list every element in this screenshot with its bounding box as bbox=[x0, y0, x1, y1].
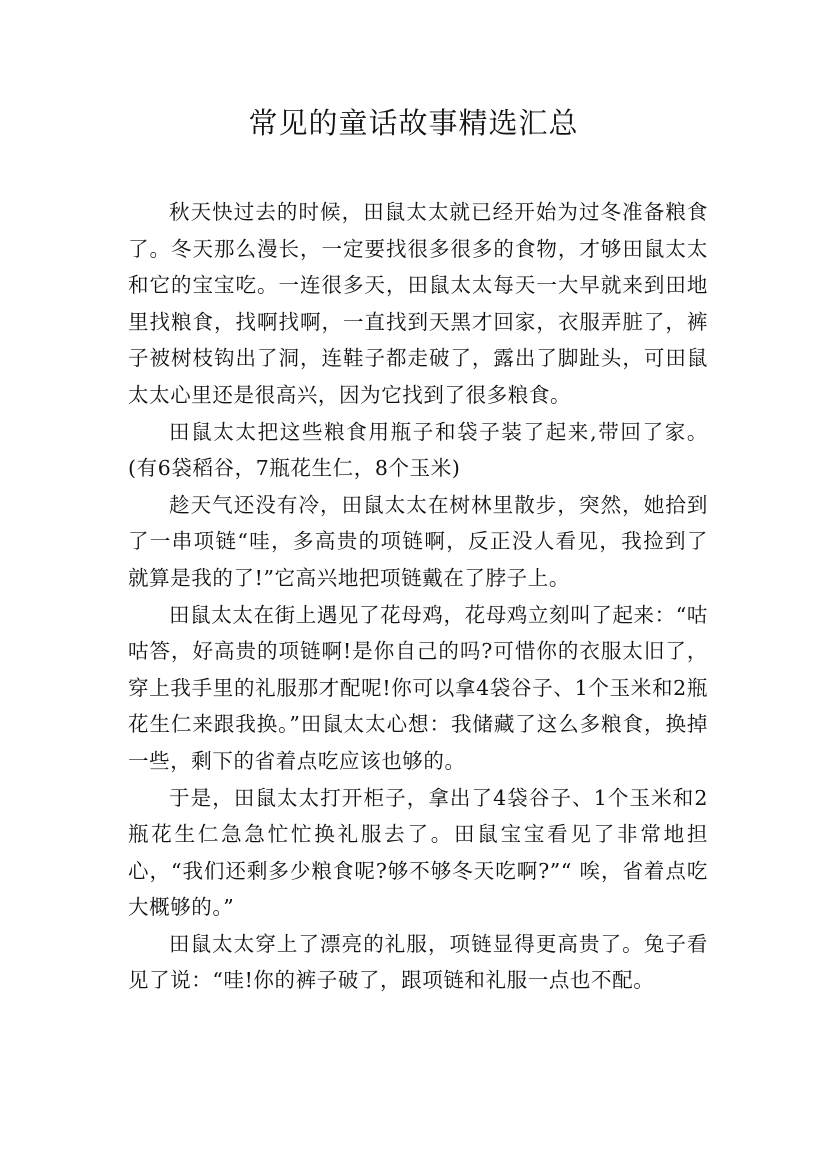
paragraph: 田鼠太太在街上遇见了花母鸡，花母鸡立刻叫了起来：“咕咕答，好高贵的项链啊!是你自己的吗?可惜你的衣服太旧了，穿上我手里的礼服那才配呢!你可以拿4袋谷子、1个玉米和2瓶花生仁来跟我换。”田鼠太太心想：我储藏了这么多粮食，换掉一些，剩下的省着点吃应该也够的。 bbox=[128, 602, 708, 773]
paragraph: 田鼠太太穿上了漂亮的礼服，项链显得更高贵了。兔子看见了说：“哇!你的裤子破了，跟项链和礼服一点也不配。 bbox=[128, 931, 708, 993]
document-body bbox=[128, 194, 708, 999]
document-title: 常见的童话故事精选汇总 bbox=[248, 106, 579, 140]
paragraph: 于是，田鼠太太打开柜子，拿出了4袋谷子、1个玉米和2瓶花生仁急急忙忙换礼服去了。田鼠宝宝看见了非常地担心，“我们还剩多少粮食呢?够不够冬天吃啊?”“ 唉，省着点吃大概够的。” bbox=[128, 785, 708, 920]
paragraph: 秋天快过去的时候，田鼠太太就已经开始为过冬准备粮食了。冬天那么漫长，一定要找很多很多的食物，才够田鼠太太和它的宝宝吃。一连很多天，田鼠太太每天一大早就来到田地里找粮食，找啊找啊，一直找到天黑才回家，衣服弄脏了，裤子被树枝钩出了洞，连鞋子都走破了，露出了脚趾头，可田鼠太太心里还是很高兴，因为它找到了很多粮食。 bbox=[128, 200, 708, 407]
paragraph: 趁天气还没有冷，田鼠太太在树林里散步，突然，她拾到了一串项链“哇，多高贵的项链啊，反正没人看见，我捡到了就算是我的了!”它高兴地把项链戴在了脖子上。 bbox=[128, 492, 708, 590]
paragraph: 田鼠太太把这些粮食用瓶子和袋子装了起来,带回了家。(有6袋稻谷，7瓶花生仁，8个玉米) bbox=[128, 419, 708, 481]
